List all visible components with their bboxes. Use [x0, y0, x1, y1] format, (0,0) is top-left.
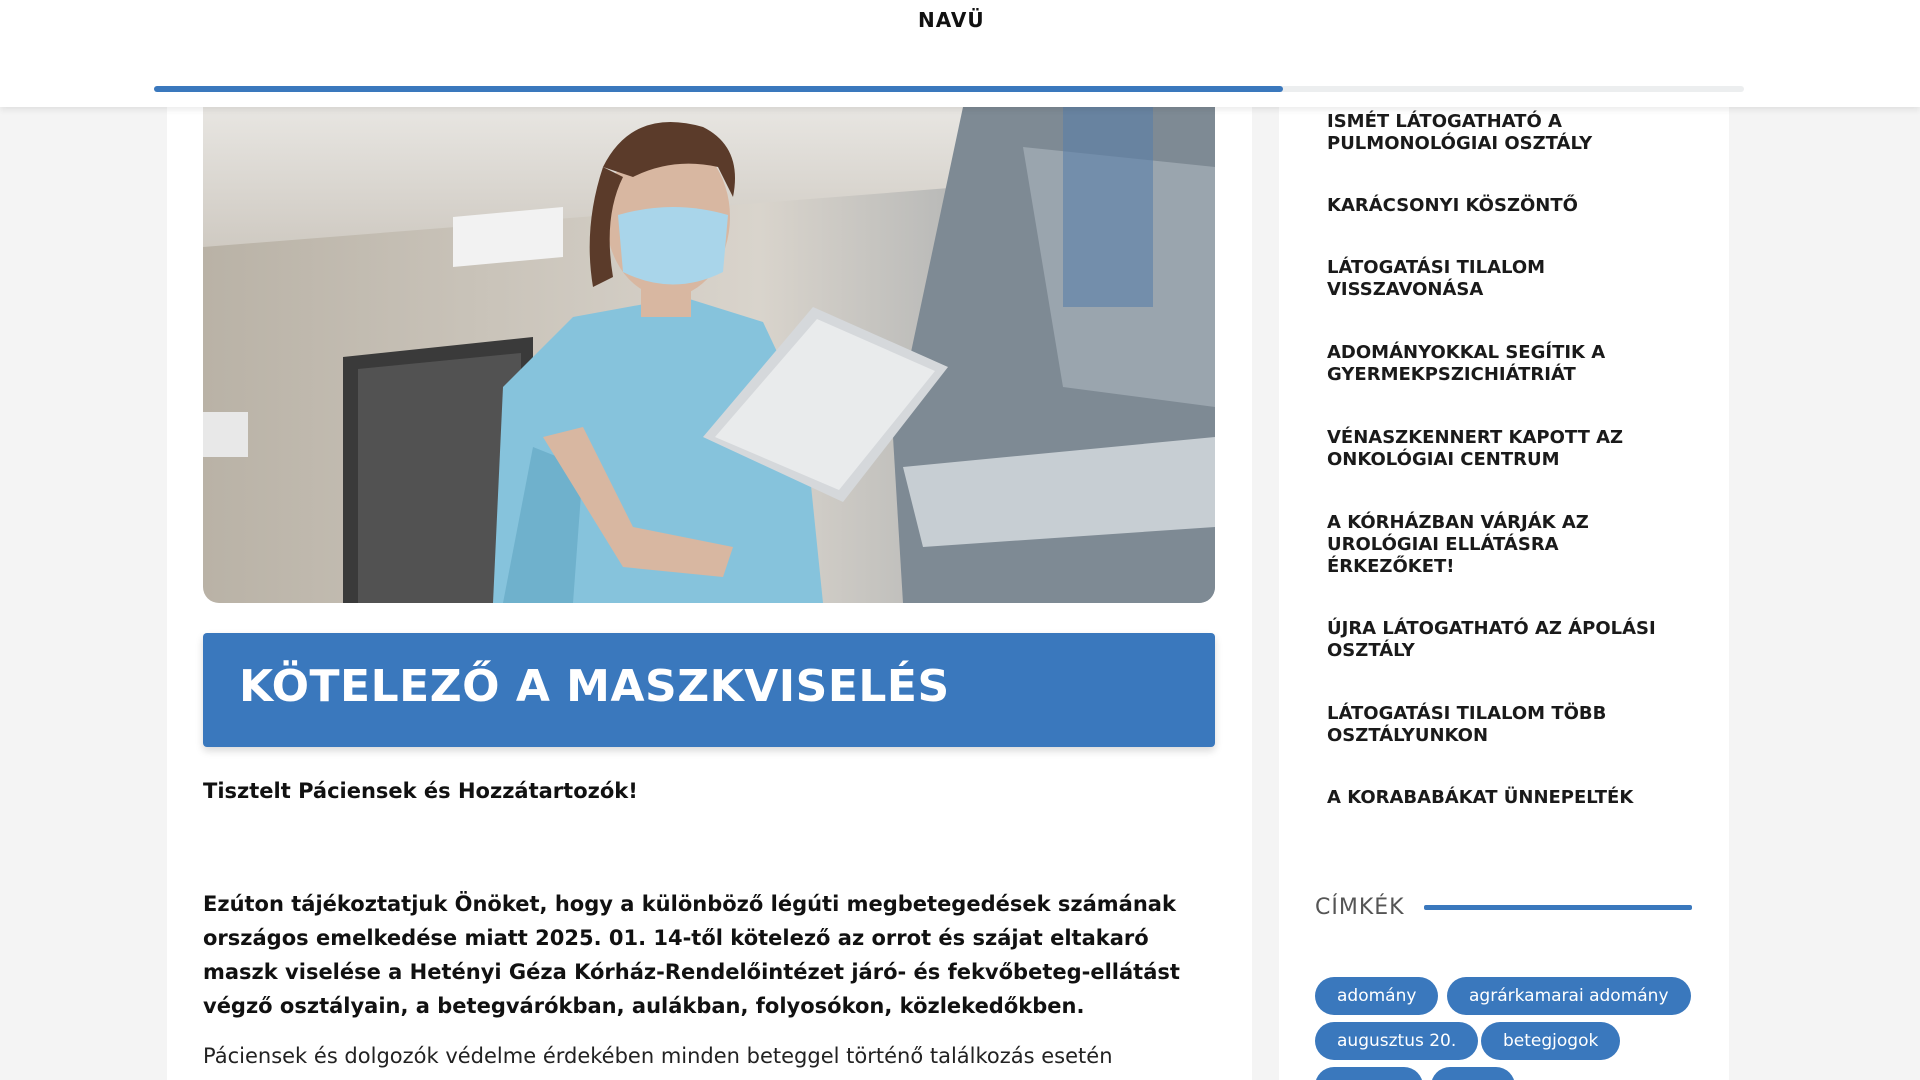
- news-link[interactable]: ÚJRA LÁTOGATHATÓ AZ ÁPOLÁSI OSZTÁLY: [1327, 618, 1656, 661]
- news-link[interactable]: ADOMÁNYOKKAL SEGÍTIK A GYERMEKPSZICHIÁTRIÁT: [1327, 342, 1606, 385]
- article-column: [167, 107, 1252, 1080]
- hero-image: [203, 107, 1215, 603]
- paragraph-line: végző osztályain, a betegvárókban, aulákban, folyosókon, közlekedőkben.: [203, 994, 1085, 1018]
- news-link[interactable]: KARÁCSONYI KÖSZÖNTŐ: [1327, 195, 1578, 216]
- sidebar: [1279, 107, 1729, 1080]
- site-header: [0, 0, 1920, 107]
- tag-pill[interactable]: adomány: [1315, 977, 1438, 1015]
- article-title: KÖTELEZŐ A MASZKVISELÉS: [239, 661, 950, 712]
- article-paragraph: Páciensek és dolgozók védelme érdekében minden beteggel történő találkozás esetén: [203, 1044, 1113, 1068]
- paragraph-line: országos emelkedése miatt 2025. 01. 14-től kötelező az orrot és szájat eltakaró: [203, 926, 1149, 950]
- tag-pill[interactable]: [1315, 1067, 1423, 1080]
- news-link[interactable]: LÁTOGATÁSI TILALOM VISSZAVONÁSA: [1327, 257, 1546, 300]
- tag-pill[interactable]: augusztus 20.: [1315, 1022, 1478, 1060]
- article-title-box: [203, 633, 1215, 747]
- news-link[interactable]: VÉNASZKENNERT KAPOTT AZ ONKOLÓGIAI CENTRUM: [1327, 427, 1624, 470]
- tags-heading: CÍMKÉK: [1315, 895, 1405, 920]
- paragraph-line: Ezúton tájékoztatjuk Önöket, hogy a különböző légúti megbetegedések számának: [203, 892, 1176, 916]
- tag-pill[interactable]: agrárkamarai adomány: [1447, 977, 1691, 1015]
- tags-heading-divider: [1424, 905, 1692, 910]
- paragraph-line: maszk viselése a Hetényi Géza Kórház-Rendelőintézet járó- és fekvőbeteg-ellátást: [203, 960, 1180, 984]
- tag-pill[interactable]: [1431, 1067, 1515, 1080]
- article-paragraph-bold: [203, 887, 1215, 1023]
- reading-progress-fill: [154, 86, 1283, 92]
- reading-progress-bar: [154, 86, 1744, 92]
- article-greeting: Tisztelt Páciensek és Hozzátartozók!: [203, 779, 638, 803]
- news-link[interactable]: LÁTOGATÁSI TILALOM TÖBB OSZTÁLYUNKON: [1327, 703, 1607, 746]
- news-link[interactable]: A KORABABÁKAT ÜNNEPELTÉK: [1327, 787, 1634, 808]
- site-logo[interactable]: NAVÜ: [918, 8, 985, 32]
- news-link[interactable]: A KÓRHÁZBAN VÁRJÁK AZ UROLÓGIAI ELLÁTÁSRA ÉRKEZŐKET!: [1327, 512, 1589, 577]
- nurse-photo-illustration: [203, 107, 1215, 603]
- tag-pill[interactable]: betegjogok: [1481, 1022, 1620, 1060]
- news-link[interactable]: ISMÉT LÁTOGATHATÓ A PULMONOLÓGIAI OSZTÁLY: [1327, 111, 1593, 154]
